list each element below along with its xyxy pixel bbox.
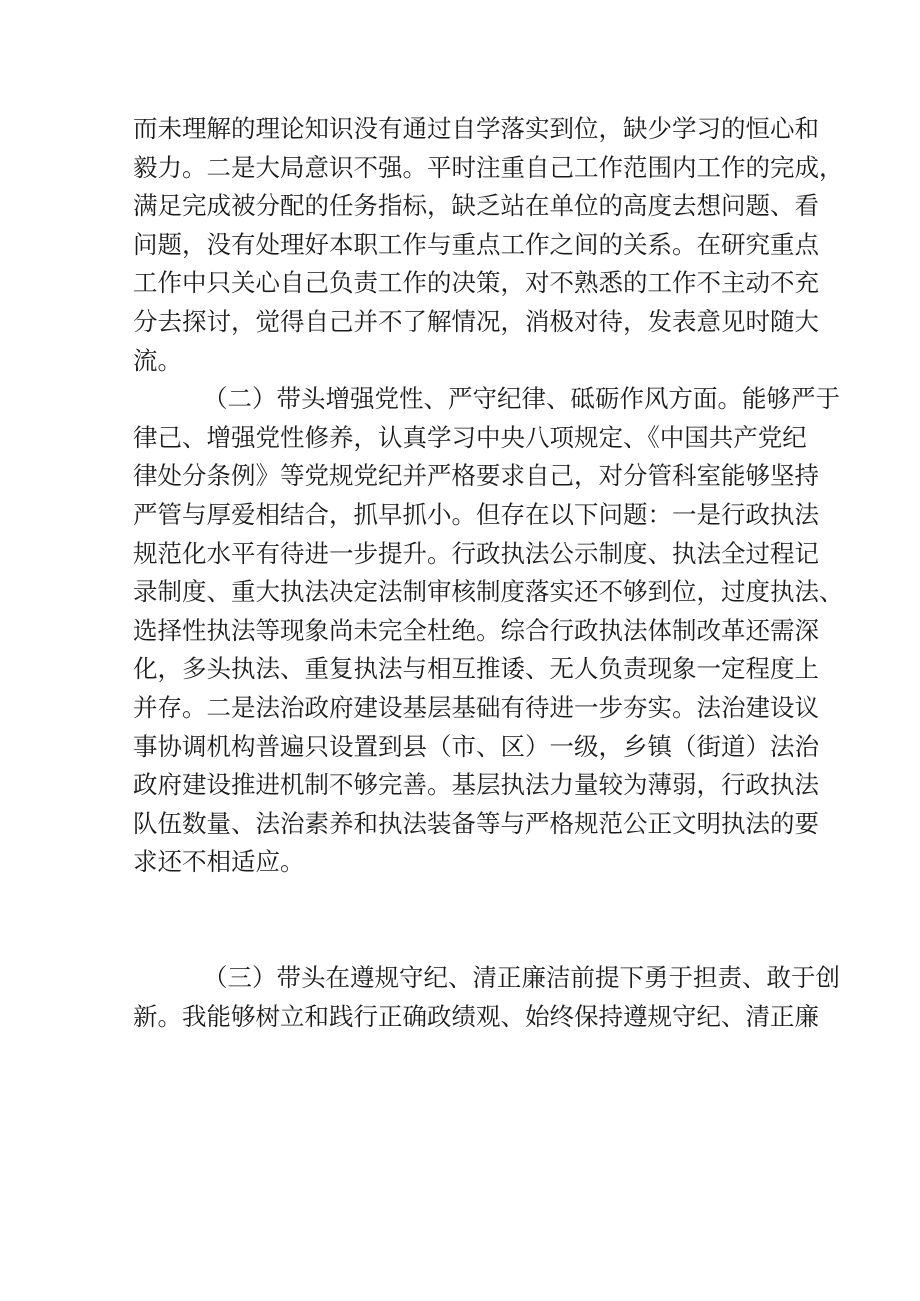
text-line: 律己、增强党性修养，认真学习中央八项规定、《中国共产党纪 — [133, 422, 807, 452]
paragraph-continuation — [133, 110, 844, 380]
section-heading-line: （三）带头在遵规守纪、清正廉洁前提下勇于担责、敢于创 — [203, 963, 840, 993]
text-line: 满足完成被分配的任务指标，缺乏站在单位的高度去想问题、看 — [133, 191, 819, 221]
text-line: 律处分条例》等党规党纪并严格要求自己，对分管科室能够坚持 — [133, 461, 819, 491]
text-line — [133, 920, 801, 959]
text-line: 事协调机构普遍只设置到县（市、区）一级，乡镇（街道）法治 — [133, 731, 819, 761]
text-line: 录制度、重大执法决定法制审核制度落实还不够到位，过度执法、 — [133, 577, 844, 607]
text-line: 毅力。二是大局意识不强。平时注重自己工作范围内工作的完成， — [133, 152, 844, 182]
text-line: 新。我能够树立和践行正确政绩观、始终保持遵规守纪、清正廉 — [133, 1001, 819, 1031]
section-heading-line: （二）带头增强党性、严守纪律、砥砺作风方面。能够严于 — [203, 384, 840, 414]
text-line: 问题，没有处理好本职工作与重点工作之间的关系。在研究重点 — [133, 229, 819, 259]
text-line: 并存。二是法治政府建设基层基础有待进一步夯实。法治建设议 — [133, 692, 819, 722]
text-line: 流。 — [133, 345, 182, 375]
text-line: 规范化水平有待进一步提升。行政执法公示制度、执法全过程记 — [133, 538, 819, 568]
section-three-paragraph — [133, 959, 840, 1036]
text-line: 分去探讨，觉得自己并不了解情况，消极对待，发表意见时随大 — [133, 306, 819, 336]
text-line: 选择性执法等现象尚未完全杜绝。综合行政执法体制改革还需深 — [133, 615, 819, 645]
text-line: 而未理解的理论知识没有通过自学落实到位，缺少学习的恒心和 — [133, 114, 819, 143]
text-line: 工作中只关心自己负责工作的决策，对不熟悉的工作不主动不充 — [133, 268, 819, 298]
document-body — [133, 110, 844, 1070]
text-line: 队伍数量、法治素养和执法装备等与严格规范公正文明执法的要 — [133, 808, 819, 838]
section-two-paragraph — [133, 380, 844, 959]
text-line: 化，多头执法、重复执法与相互推诿、无人负责现象一定程度上 — [133, 654, 819, 684]
text-line — [133, 882, 801, 921]
text-line: 政府建设推进机制不够完善。基层执法力量较为薄弱，行政执法 — [133, 770, 819, 800]
text-line: 严管与厚爱相结合，抓早抓小。但存在以下问题：一是行政执法 — [133, 499, 819, 529]
text-line: 求还不相适应。 — [133, 847, 305, 877]
